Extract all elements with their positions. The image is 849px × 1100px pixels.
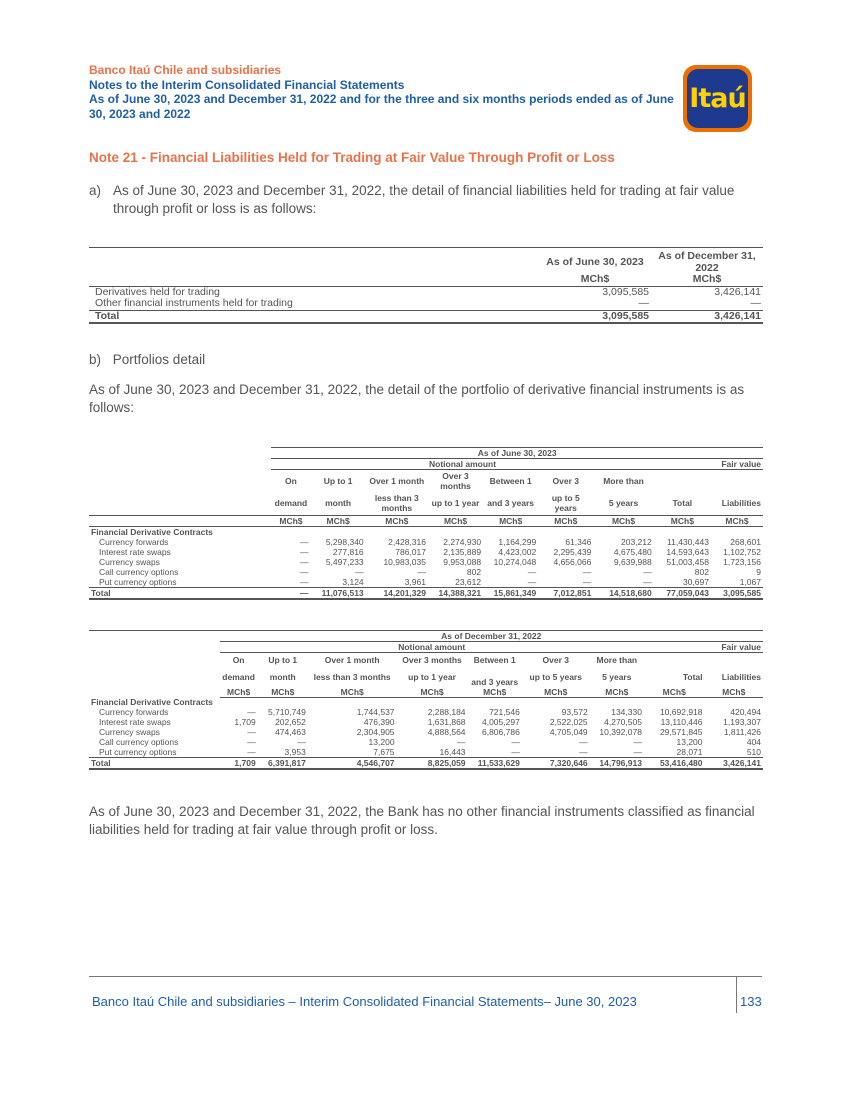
table-row bbox=[89, 547, 763, 557]
section-label: Financial Derivative Contracts bbox=[91, 697, 213, 707]
col-header: less than 3 months bbox=[313, 671, 391, 682]
cell-value: 29,571,845 bbox=[659, 727, 703, 737]
cell-value: 5,710,749 bbox=[267, 707, 306, 717]
cell-value: — bbox=[468, 747, 522, 758]
col-dec-2022: As of December 31, 2022 bbox=[651, 248, 763, 275]
total-row bbox=[89, 758, 763, 770]
cell-value: 203,212 bbox=[621, 537, 652, 547]
cell-value: — bbox=[651, 298, 763, 310]
paragraph-a bbox=[89, 182, 769, 217]
fair-value-header: Fair value bbox=[705, 642, 764, 653]
row-label: Currency swaps bbox=[99, 557, 160, 567]
cell-value: 134,330 bbox=[611, 707, 642, 717]
cell-value: 10,983,035 bbox=[383, 557, 426, 567]
col-header: up to 1 year bbox=[408, 671, 456, 682]
table-row bbox=[89, 537, 763, 547]
unit-label: MCh$ bbox=[538, 516, 593, 527]
cell-value: 2,135,889 bbox=[443, 547, 482, 557]
cell-value: 30,697 bbox=[654, 577, 711, 588]
table-row bbox=[89, 727, 763, 737]
table-row bbox=[89, 707, 763, 717]
col-header: month bbox=[325, 498, 352, 509]
col-header: and 3 years bbox=[471, 676, 519, 687]
cell-value: 4,675,480 bbox=[613, 547, 652, 557]
cell-value: 2,522,025 bbox=[549, 717, 588, 727]
unit-label: MCh$ bbox=[539, 274, 651, 286]
total-label: Total bbox=[89, 758, 220, 770]
paragraph-a-label: a) bbox=[89, 183, 102, 198]
table-row bbox=[89, 557, 763, 567]
company-name: Banco Itaú Chile and subsidiaries bbox=[89, 63, 282, 77]
cell-value: 268,601 bbox=[730, 537, 761, 547]
unit-label: MCh$ bbox=[705, 687, 764, 698]
cell-value: 1,709 bbox=[220, 758, 258, 770]
cell-value: 11,533,629 bbox=[468, 758, 522, 770]
col-header: Up to 1 bbox=[268, 654, 298, 665]
itau-logo bbox=[683, 65, 752, 132]
col-header: Over 3 bbox=[552, 475, 579, 486]
table-row bbox=[89, 577, 763, 588]
cell-value: — bbox=[457, 737, 466, 747]
col-header bbox=[711, 470, 763, 492]
col-header: More than bbox=[603, 475, 644, 486]
cell-value: 7,320,646 bbox=[522, 758, 590, 770]
cell-value: — bbox=[300, 547, 309, 557]
col-header: demand bbox=[274, 498, 308, 509]
cell-value: — bbox=[511, 737, 520, 747]
page-number: 133 bbox=[740, 994, 762, 1009]
row-label: Derivatives held for trading bbox=[95, 285, 220, 298]
header-row-2 bbox=[89, 492, 763, 516]
cell-value: 28,071 bbox=[644, 747, 705, 758]
paragraph-b-label: b) bbox=[89, 352, 102, 367]
cell-value: 3,426,141 bbox=[714, 285, 761, 298]
row-label: Put currency options bbox=[89, 577, 271, 588]
cell-value: 1,102,752 bbox=[723, 547, 761, 557]
cell-value: — bbox=[300, 537, 309, 547]
cell-value: — bbox=[538, 577, 593, 588]
unit-label: MCh$ bbox=[428, 516, 483, 527]
cell-value: 14,796,913 bbox=[590, 758, 644, 770]
unit-label: MCh$ bbox=[366, 516, 428, 527]
cell-value: 61,346 bbox=[565, 537, 592, 547]
col-header: Total bbox=[672, 498, 693, 509]
col-header: More than bbox=[596, 654, 638, 665]
col-header: up to 5 years bbox=[551, 493, 580, 514]
row-label: Currency forwards bbox=[99, 707, 169, 717]
unit-label: MCh$ bbox=[522, 687, 590, 698]
cell-value: 10,692,918 bbox=[659, 707, 703, 717]
cell-value: — bbox=[590, 747, 644, 758]
col-header bbox=[644, 653, 705, 667]
cell-value: 13,110,446 bbox=[660, 717, 703, 727]
cell-value: 277,816 bbox=[332, 547, 364, 557]
cell-value: — bbox=[300, 567, 309, 577]
cell-value: 1,631,868 bbox=[427, 717, 466, 727]
cell-value: 3,953 bbox=[258, 747, 308, 758]
liabilities-summary-table bbox=[89, 247, 763, 324]
col-header bbox=[654, 470, 711, 492]
cell-value: — bbox=[582, 567, 592, 577]
cell-value: 3,095,585 bbox=[602, 285, 649, 298]
cell-value: — bbox=[300, 557, 309, 567]
unit-label: MCh$ bbox=[711, 516, 763, 527]
derivatives-table-dec-2022 bbox=[89, 630, 763, 770]
cell-value: 15,861,349 bbox=[483, 588, 538, 600]
cell-value: 802 bbox=[694, 567, 709, 577]
table-title: As of December 31, 2022 bbox=[220, 631, 764, 642]
paragraph-d: As of June 30, 2023 and December 31, 2022, the Bank has no other financial instruments classified as financial liabilities held for trading at fair value through profit or loss. bbox=[89, 804, 755, 837]
cell-value: 786,017 bbox=[395, 547, 426, 557]
notional-header: Notional amount bbox=[271, 459, 653, 470]
cell-value: 51,003,458 bbox=[666, 557, 709, 567]
cell-value: 1,193,307 bbox=[723, 717, 761, 727]
cell-value: 9,639,988 bbox=[613, 557, 652, 567]
cell-value: 202,652 bbox=[275, 717, 306, 727]
cell-value: 4,705,049 bbox=[549, 727, 588, 737]
cell-value: — bbox=[247, 707, 256, 717]
cell-value: 4,423,002 bbox=[498, 547, 537, 557]
total-row bbox=[89, 588, 763, 600]
cell-value: 721,546 bbox=[489, 707, 520, 717]
unit-label: MCh$ bbox=[311, 516, 366, 527]
cell-value: — bbox=[355, 567, 364, 577]
col-header: 5 years bbox=[602, 671, 632, 682]
footer-text: Banco Itaú Chile and subsidiaries – Interim Consolidated Financial Statements– June 30, 2023 bbox=[92, 994, 637, 1009]
col-header: On bbox=[232, 654, 245, 665]
row-label: Other financial instruments held for trading bbox=[89, 298, 539, 310]
cell-value: — bbox=[247, 727, 256, 737]
cell-value: 10,274,048 bbox=[493, 557, 537, 567]
cell-value: 1,709 bbox=[234, 717, 256, 727]
header-row-2 bbox=[89, 667, 763, 687]
col-header: demand bbox=[222, 671, 255, 682]
unit-label: MCh$ bbox=[271, 516, 310, 527]
cell-value: 3,095,585 bbox=[711, 588, 763, 600]
table-title: As of June 30, 2023 bbox=[271, 448, 763, 459]
unit-row bbox=[89, 687, 763, 698]
row-label: Put currency options bbox=[89, 747, 220, 758]
cell-value: — bbox=[522, 747, 590, 758]
cell-value: 14,388,321 bbox=[428, 588, 483, 600]
col-header: Over 3 bbox=[542, 654, 569, 665]
row-label: Interest rate swaps bbox=[99, 547, 171, 557]
cell-value: 14,593,643 bbox=[666, 547, 709, 557]
col-header: Between 1 bbox=[489, 475, 532, 486]
cell-value: 1,811,426 bbox=[723, 727, 761, 737]
cell-value: 3,961 bbox=[366, 577, 428, 588]
document-header bbox=[89, 63, 679, 121]
unit-row bbox=[89, 516, 763, 527]
col-header: 5 years bbox=[608, 498, 639, 509]
col-header: and 3 years bbox=[487, 498, 535, 509]
row-label: Currency forwards bbox=[99, 537, 169, 547]
cell-value: 10,392,078 bbox=[599, 727, 642, 737]
cell-value: — bbox=[417, 567, 426, 577]
cell-value: — bbox=[483, 577, 538, 588]
cell-value: 420,494 bbox=[730, 707, 761, 717]
cell-value: 11,076,513 bbox=[311, 588, 366, 600]
col-header: Over 3 months bbox=[402, 654, 462, 665]
cell-value: 14,518,680 bbox=[593, 588, 653, 600]
fair-value-header: Fair value bbox=[711, 459, 763, 470]
col-header: less than 3 months bbox=[374, 493, 419, 514]
paragraph-b bbox=[89, 351, 205, 369]
unit-label: MCh$ bbox=[593, 516, 653, 527]
cell-value: 7,012,851 bbox=[538, 588, 593, 600]
cell-value: 8,825,059 bbox=[397, 758, 468, 770]
cell-value: 1,067 bbox=[711, 577, 763, 588]
cell-value: 2,274,930 bbox=[443, 537, 482, 547]
cell-value: 9 bbox=[756, 567, 761, 577]
total-label: Total bbox=[89, 310, 539, 323]
col-header bbox=[705, 653, 764, 667]
cell-value: 3,426,141 bbox=[651, 310, 763, 323]
cell-value: 6,391,817 bbox=[258, 758, 308, 770]
cell-value: — bbox=[527, 567, 537, 577]
col-header: up to 5 years bbox=[529, 671, 582, 682]
footer-divider bbox=[89, 976, 762, 977]
cell-value: 13,200 bbox=[676, 737, 703, 747]
cell-value: 1,164,299 bbox=[498, 537, 537, 547]
total-label: Total bbox=[89, 588, 271, 600]
cell-value: — bbox=[271, 577, 310, 588]
unit-label: MCh$ bbox=[468, 687, 522, 698]
header-subtitle: Notes to the Interim Consolidated Financial Statements bbox=[89, 77, 405, 92]
cell-value: 3,426,141 bbox=[705, 758, 764, 770]
cell-value: 1,723,156 bbox=[723, 557, 761, 567]
col-header: On bbox=[285, 475, 297, 486]
table-row bbox=[89, 737, 763, 747]
cell-value: — bbox=[633, 737, 642, 747]
cell-value: 2,304,905 bbox=[356, 727, 395, 737]
cell-value: 7,675 bbox=[308, 747, 397, 758]
cell-value: 404 bbox=[746, 737, 761, 747]
col-header: Over 1 month bbox=[324, 654, 380, 665]
cell-value: 9,953,088 bbox=[443, 557, 482, 567]
header-period: As of June 30, 2023 and December 31, 2022 and for the three and six months periods ended as of June 30, 2023 and 2022 bbox=[89, 92, 674, 121]
unit-label: MCh$ bbox=[258, 687, 308, 698]
col-header: Liabilities bbox=[721, 671, 761, 682]
unit-label: MCh$ bbox=[654, 516, 711, 527]
cell-value: — bbox=[539, 298, 651, 310]
cell-value: 2,428,316 bbox=[388, 537, 426, 547]
cell-value: 6,806,786 bbox=[481, 727, 520, 737]
cell-value: 802 bbox=[466, 567, 482, 577]
header-row-1 bbox=[89, 470, 763, 492]
col-header: Over 1 month bbox=[369, 475, 425, 486]
cell-value: — bbox=[579, 737, 588, 747]
cell-value: 14,201,329 bbox=[366, 588, 428, 600]
cell-value: 77,059,043 bbox=[654, 588, 711, 600]
unit-label: MCh$ bbox=[220, 687, 258, 698]
table-row bbox=[89, 298, 763, 310]
note-title: Note 21 - Financial Liabilities Held for Trading at Fair Value Through Profit or Loss bbox=[89, 150, 615, 165]
paragraph-a-text: As of June 30, 2023 and December 31, 2022, the detail of financial liabilities held for trading at fair value through profit or loss is as follows: bbox=[113, 183, 735, 216]
cell-value: 2,288,184 bbox=[427, 707, 466, 717]
col-header: Between 1 bbox=[473, 654, 516, 665]
table-row bbox=[89, 717, 763, 727]
cell-value: 4,888,564 bbox=[427, 727, 466, 737]
header-row-1 bbox=[89, 653, 763, 667]
table-row bbox=[89, 747, 763, 758]
unit-label: MCh$ bbox=[308, 687, 397, 698]
derivatives-table-june-2023 bbox=[89, 447, 763, 600]
cell-value: — bbox=[593, 577, 653, 588]
cell-value: 510 bbox=[705, 747, 764, 758]
cell-value: 5,497,233 bbox=[325, 557, 364, 567]
col-header: Up to 1 bbox=[323, 475, 353, 486]
cell-value: 4,270,505 bbox=[604, 717, 642, 727]
table-row bbox=[89, 567, 763, 577]
col-header: month bbox=[269, 671, 296, 682]
unit-label: MCh$ bbox=[483, 516, 538, 527]
cell-value: — bbox=[220, 747, 258, 758]
cell-value: 476,390 bbox=[363, 717, 395, 727]
cell-value: 3,124 bbox=[311, 577, 366, 588]
notional-header: Notional amount bbox=[220, 642, 644, 653]
cell-value: 3,095,585 bbox=[539, 310, 651, 323]
cell-value: 4,546,707 bbox=[308, 758, 397, 770]
col-header: Liabilities bbox=[721, 498, 761, 509]
cell-value: 13,200 bbox=[368, 737, 395, 747]
paragraph-b-text: Portfolios detail bbox=[112, 352, 206, 367]
cell-value: 474,463 bbox=[275, 727, 306, 737]
row-label: Call currency options bbox=[99, 567, 179, 577]
cell-value: — bbox=[297, 737, 306, 747]
cell-value: 1,744,537 bbox=[356, 707, 395, 717]
cell-value: 53,416,480 bbox=[644, 758, 705, 770]
total-row bbox=[89, 310, 763, 323]
row-label: Currency swaps bbox=[99, 727, 160, 737]
col-header: Total bbox=[682, 671, 703, 682]
row-label: Call currency options bbox=[99, 737, 179, 747]
cell-value: 2,295,439 bbox=[553, 547, 592, 557]
unit-label: MCh$ bbox=[651, 274, 763, 286]
cell-value: 23,612 bbox=[428, 577, 483, 588]
cell-value: 11,430,443 bbox=[667, 537, 709, 547]
col-june-2023: As of June 30, 2023 bbox=[539, 248, 651, 275]
cell-value: 5,298,340 bbox=[325, 537, 364, 547]
paragraph-c: As of June 30, 2023 and December 31, 2022, the detail of the portfolio of derivative financial instruments is as follows: bbox=[89, 382, 745, 415]
unit-label: MCh$ bbox=[590, 687, 644, 698]
col-header: up to 1 year bbox=[431, 498, 480, 509]
cell-value: 16,443 bbox=[397, 747, 468, 758]
cell-value: 4,656,066 bbox=[553, 557, 592, 567]
cell-value: — bbox=[271, 588, 310, 600]
cell-value: — bbox=[643, 567, 652, 577]
logo-text: Itaú bbox=[689, 83, 746, 114]
unit-label: MCh$ bbox=[397, 687, 468, 698]
row-label: Interest rate swaps bbox=[99, 717, 171, 727]
cell-value: 4,005,297 bbox=[481, 717, 520, 727]
col-header: Over 3 months bbox=[440, 470, 471, 491]
cell-value: 93,572 bbox=[561, 707, 588, 717]
unit-label: MCh$ bbox=[644, 687, 705, 698]
cell-value: — bbox=[247, 737, 256, 747]
footer-separator bbox=[736, 976, 737, 1013]
section-label: Financial Derivative Contracts bbox=[91, 527, 213, 537]
